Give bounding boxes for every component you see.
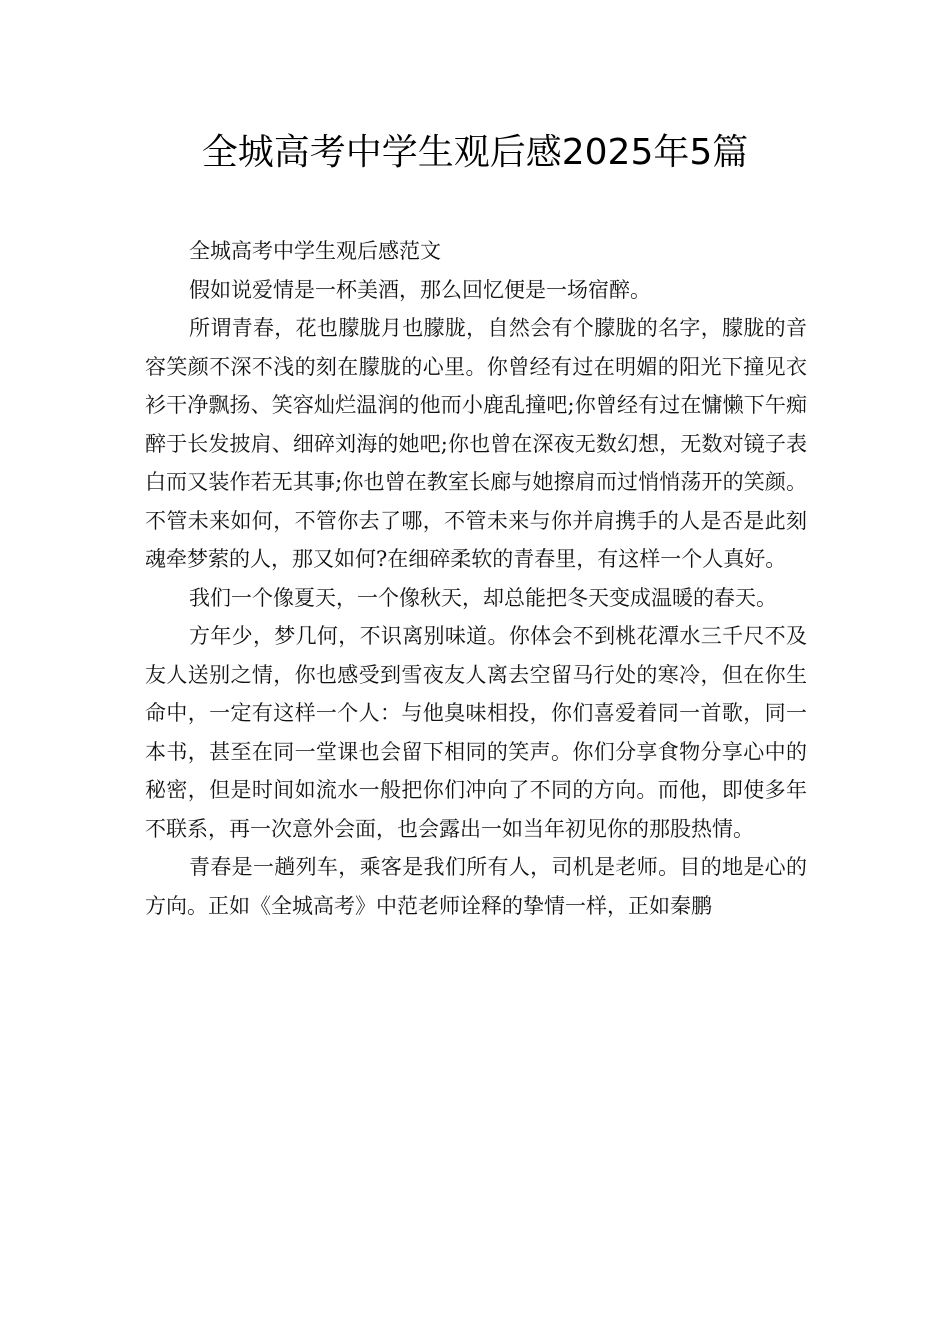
paragraph: 全城高考中学生观后感范文: [189, 239, 441, 263]
paragraph: 所谓青春，花也朦胧月也朦胧，自然会有个朦胧的名字，朦胧的音容笑颜不深不浅的刻在朦胧的心里。你曾经有过在明媚的阳光下撞见衣衫干净飘扬、笑容灿烂温润的他而小鹿乱撞吧;你曾经有过在慵懒下午痴醉于长发披肩、细碎刘海的她吧;你也曾在深夜无数幻想，无数对镜子表白而又装作若无其事;你也曾在教室长廊与她擦肩而过悄悄荡开的笑颜。不管未来如何，不管你去了哪，不管未来与你并肩携手的人是否是此刻魂牵梦萦的人，那又如何?在细碎柔软的青春里，有这样一个人真好。: [145, 316, 807, 571]
paragraph: 假如说爱情是一杯美酒，那么回忆便是一场宿醉。: [189, 277, 651, 302]
document-title: 全城高考中学生观后感2025年5篇: [201, 132, 749, 173]
document-body: [145, 232, 807, 925]
paragraph: 我们一个像夏天，一个像秋天，却总能把冬天变成温暖的春天。: [189, 585, 777, 610]
paragraph: 青春是一趟列车，乘客是我们所有人，司机是老师。目的地是心的方向。正如《全城高考》中范老师诠释的挚情一样，正如秦鹏: [145, 855, 807, 918]
paragraph: 方年少，梦几何，不识离别味道。你体会不到桃花潭水三千尺不及友人送别之情，你也感受到雪夜友人离去空留马行处的寒冷，但在你生命中，一定有这样一个人：与他臭味相投，你们喜爱着同一首歌，同一本书，甚至在同一堂课也会留下相同的笑声。你们分享食物分享心中的秘密，但是时间如流水一般把你们冲向了不同的方向。而他，即使多年不联系，再一次意外会面，也会露出一如当年初见你的那股热情。: [145, 624, 807, 841]
